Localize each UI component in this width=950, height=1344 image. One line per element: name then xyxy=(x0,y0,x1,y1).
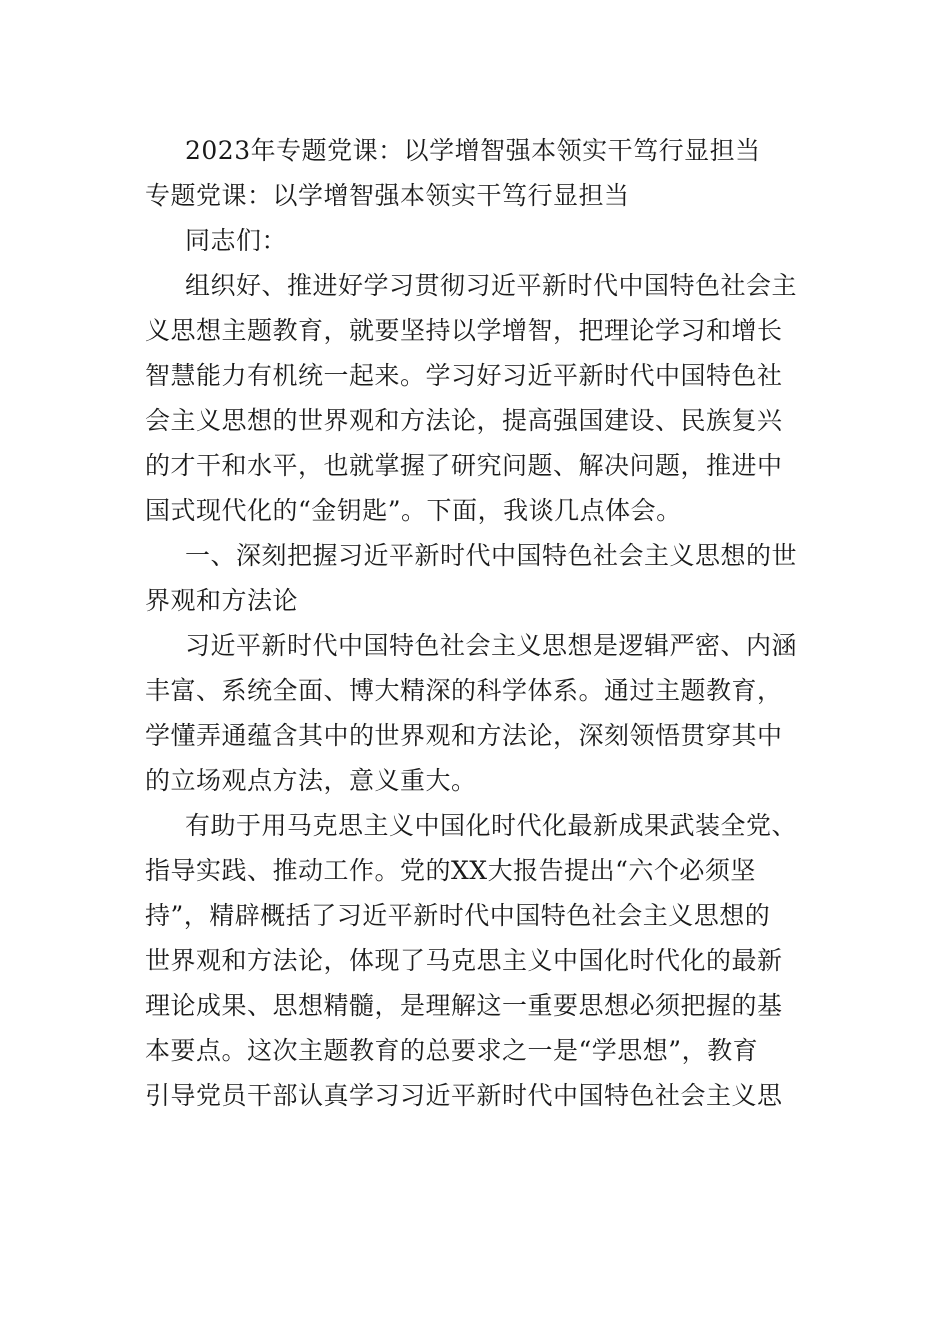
heading-line: 界观和方法论 xyxy=(145,586,299,615)
paragraph-line: 有助于用马克思主义中国化时代化最新成果武装全党、 xyxy=(185,811,798,840)
heading-line: 一、深刻把握习近平新时代中国特色社会主义思想的世 xyxy=(185,541,798,570)
paragraph-line: 世界观和方法论，体现了马克思主义中国化时代化的最新 xyxy=(145,946,783,975)
paragraph-line: 义思想主题教育，就要坚持以学增智，把理论学习和增长 xyxy=(145,316,783,345)
paragraph-line: 的立场观点方法，意义重大。 xyxy=(145,766,477,795)
paragraph-intro xyxy=(145,263,807,533)
paragraph-line: 习近平新时代中国特色社会主义思想是逻辑严密、内涵 xyxy=(185,631,798,660)
paragraph-line: 引导党员干部认真学习习近平新时代中国特色社会主义思 xyxy=(145,1081,783,1110)
paragraph-line: 理论成果、思想精髓，是理解这一重要思想必须把握的基 xyxy=(145,991,783,1020)
paragraph-line: 本要点。这次主题教育的总要求之一是“学思想”，教育 xyxy=(145,1036,759,1065)
document-title: 2023年专题党课：以学增智强本领实干笃行显担当 xyxy=(185,136,761,165)
paragraph-line: 组织好、推进好学习贯彻习近平新时代中国特色社会主 xyxy=(185,271,798,300)
paragraph-line: 的才干和水平，也就掌握了研究问题、解决问题，推进中 xyxy=(145,451,783,480)
paragraph-line: 指导实践、推动工作。党的XX大报告提出“六个必须坚 xyxy=(145,856,756,885)
paragraph-line: 丰富、系统全面、博大精深的科学体系。通过主题教育， xyxy=(145,676,783,705)
document-page xyxy=(145,128,807,1118)
paragraph-line: 会主义思想的世界观和方法论，提高强国建设、民族复兴 xyxy=(145,406,783,435)
paragraph-line: 持”，精辟概括了习近平新时代中国特色社会主义思想的 xyxy=(145,901,771,930)
document-subtitle: 专题党课：以学增智强本领实干笃行显担当 xyxy=(145,181,630,210)
paragraph-line: 学懂弄通蕴含其中的世界观和方法论，深刻领悟贯穿其中 xyxy=(145,721,783,750)
salutation: 同志们： xyxy=(185,226,288,255)
section-heading-1 xyxy=(145,533,807,623)
paragraph-system xyxy=(145,623,807,803)
paragraph-line: 国式现代化的“金钥匙”。下面，我谈几点体会。 xyxy=(145,496,682,525)
paragraph-line: 智慧能力有机统一起来。学习好习近平新时代中国特色社 xyxy=(145,361,783,390)
paragraph-arming xyxy=(145,803,807,1118)
